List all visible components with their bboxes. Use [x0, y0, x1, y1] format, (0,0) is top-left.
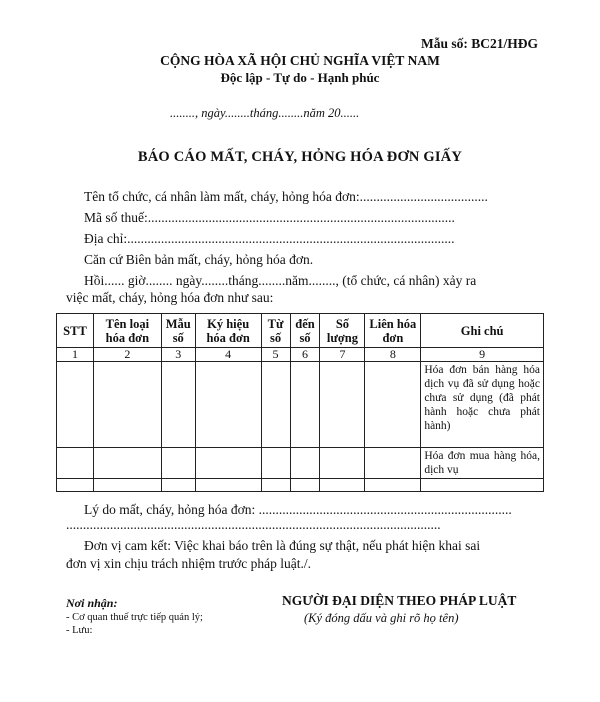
cell-empty: [57, 448, 94, 479]
header-invoice-type: Tên loại hóa đơn: [93, 314, 161, 348]
cell-empty: [421, 479, 544, 492]
cell-empty: [261, 362, 290, 448]
cell-empty: [320, 479, 365, 492]
column-number: 6: [290, 348, 320, 362]
time-line-continued: việc mất, cháy, hỏng hóa đơn như sau:: [66, 290, 274, 305]
commitment-line: Đơn vị cam kết: Việc khai báo trên là đúng sự thật, nếu phát hiện khai sai: [84, 538, 481, 553]
cell-empty: [161, 448, 195, 479]
reason-dots: ...............................................................................................................: [66, 517, 441, 532]
cell-empty: [365, 479, 421, 492]
cell-empty: [57, 479, 94, 492]
header-form-number: Mẫu số: [161, 314, 195, 348]
representative-title: NGƯỜI ĐẠI DIỆN THEO PHÁP LUẬT: [282, 593, 517, 608]
header-quantity: Số lượng: [320, 314, 365, 348]
org-name-field: Tên tổ chức, cá nhân làm mất, cháy, hỏng hóa đơn:......................................: [84, 189, 488, 204]
table-row-blank: [57, 479, 544, 492]
column-number: 9: [421, 348, 544, 362]
table-row-bought-invoices: [57, 448, 544, 479]
header-stt: STT: [57, 314, 94, 348]
cell-empty: [365, 362, 421, 448]
address-field: Địa chỉ:.................................................................................................: [84, 231, 455, 246]
column-number: 5: [261, 348, 290, 362]
form-code: Mẫu số: BC21/HĐG: [420, 36, 538, 51]
cell-empty: [320, 362, 365, 448]
recipients-title: Nơi nhận:: [66, 596, 118, 610]
column-number-row: [57, 348, 544, 362]
invoice-table: [56, 313, 544, 492]
document-title: BÁO CÁO MẤT, CHÁY, HỎNG HÓA ĐƠN GIẤY: [137, 149, 463, 165]
cell-empty: [161, 362, 195, 448]
date-line: ........, ngày........tháng........năm 20......: [170, 106, 360, 120]
time-line: Hồi...... giờ........ ngày........tháng........năm........, (tổ chức, cá nhân) xảy ra: [84, 273, 477, 288]
table-row-sold-invoices: [57, 362, 544, 448]
cell-empty: [195, 448, 261, 479]
cell-empty: [290, 448, 320, 479]
header-notes: Ghi chú: [421, 314, 544, 348]
table-header-row: [57, 314, 544, 348]
column-number: 7: [320, 348, 365, 362]
basis-line: Căn cứ Biên bản mất, cháy, hỏng hóa đơn.: [84, 252, 314, 267]
cell-empty: [195, 479, 261, 492]
header-to-number: đến số: [290, 314, 320, 348]
cell-empty: [93, 448, 161, 479]
cell-empty: [195, 362, 261, 448]
column-number: 2: [93, 348, 161, 362]
commitment-line-continued: đơn vị xin chịu trách nhiệm trước pháp luật./.: [66, 556, 312, 571]
signature-instruction: (Ký đóng dấu và ghi rõ họ tên): [304, 611, 459, 625]
note-bought-invoices: Hóa đơn mua hàng hóa, dịch vụ: [421, 448, 544, 479]
nation-heading: CỘNG HÒA XÃ HỘI CHỦ NGHĨA VIỆT NAM: [160, 53, 440, 68]
cell-empty: [290, 362, 320, 448]
cell-empty: [161, 479, 195, 492]
cell-empty: [93, 362, 161, 448]
cell-empty: [261, 479, 290, 492]
header-invoice-symbol: Ký hiệu hóa đơn: [195, 314, 261, 348]
note-sold-invoices: Hóa đơn bán hàng hóa dịch vụ đã sử dụng hoặc chưa sử dụng (đã phát hành hoặc chưa phát hành): [421, 362, 544, 448]
cell-empty: [93, 479, 161, 492]
recipient-item: - Lưu:: [66, 625, 93, 636]
column-number: 8: [365, 348, 421, 362]
national-motto: Độc lập - Tự do - Hạnh phúc: [220, 70, 380, 85]
header-invoice-copy: Liên hóa đơn: [365, 314, 421, 348]
column-number: 4: [195, 348, 261, 362]
cell-empty: [290, 479, 320, 492]
cell-empty: [365, 448, 421, 479]
tax-code-field: Mã số thuế:...........................................................................................: [84, 210, 455, 225]
column-number: 1: [57, 348, 94, 362]
column-number: 3: [161, 348, 195, 362]
cell-empty: [320, 448, 365, 479]
recipient-item: - Cơ quan thuế trực tiếp quản lý;: [66, 612, 203, 623]
cell-empty: [261, 448, 290, 479]
reason-field: Lý do mất, cháy, hỏng hóa đơn: ...........................................................................: [84, 502, 512, 517]
header-from-number: Từ số: [261, 314, 290, 348]
cell-empty: [57, 362, 94, 448]
